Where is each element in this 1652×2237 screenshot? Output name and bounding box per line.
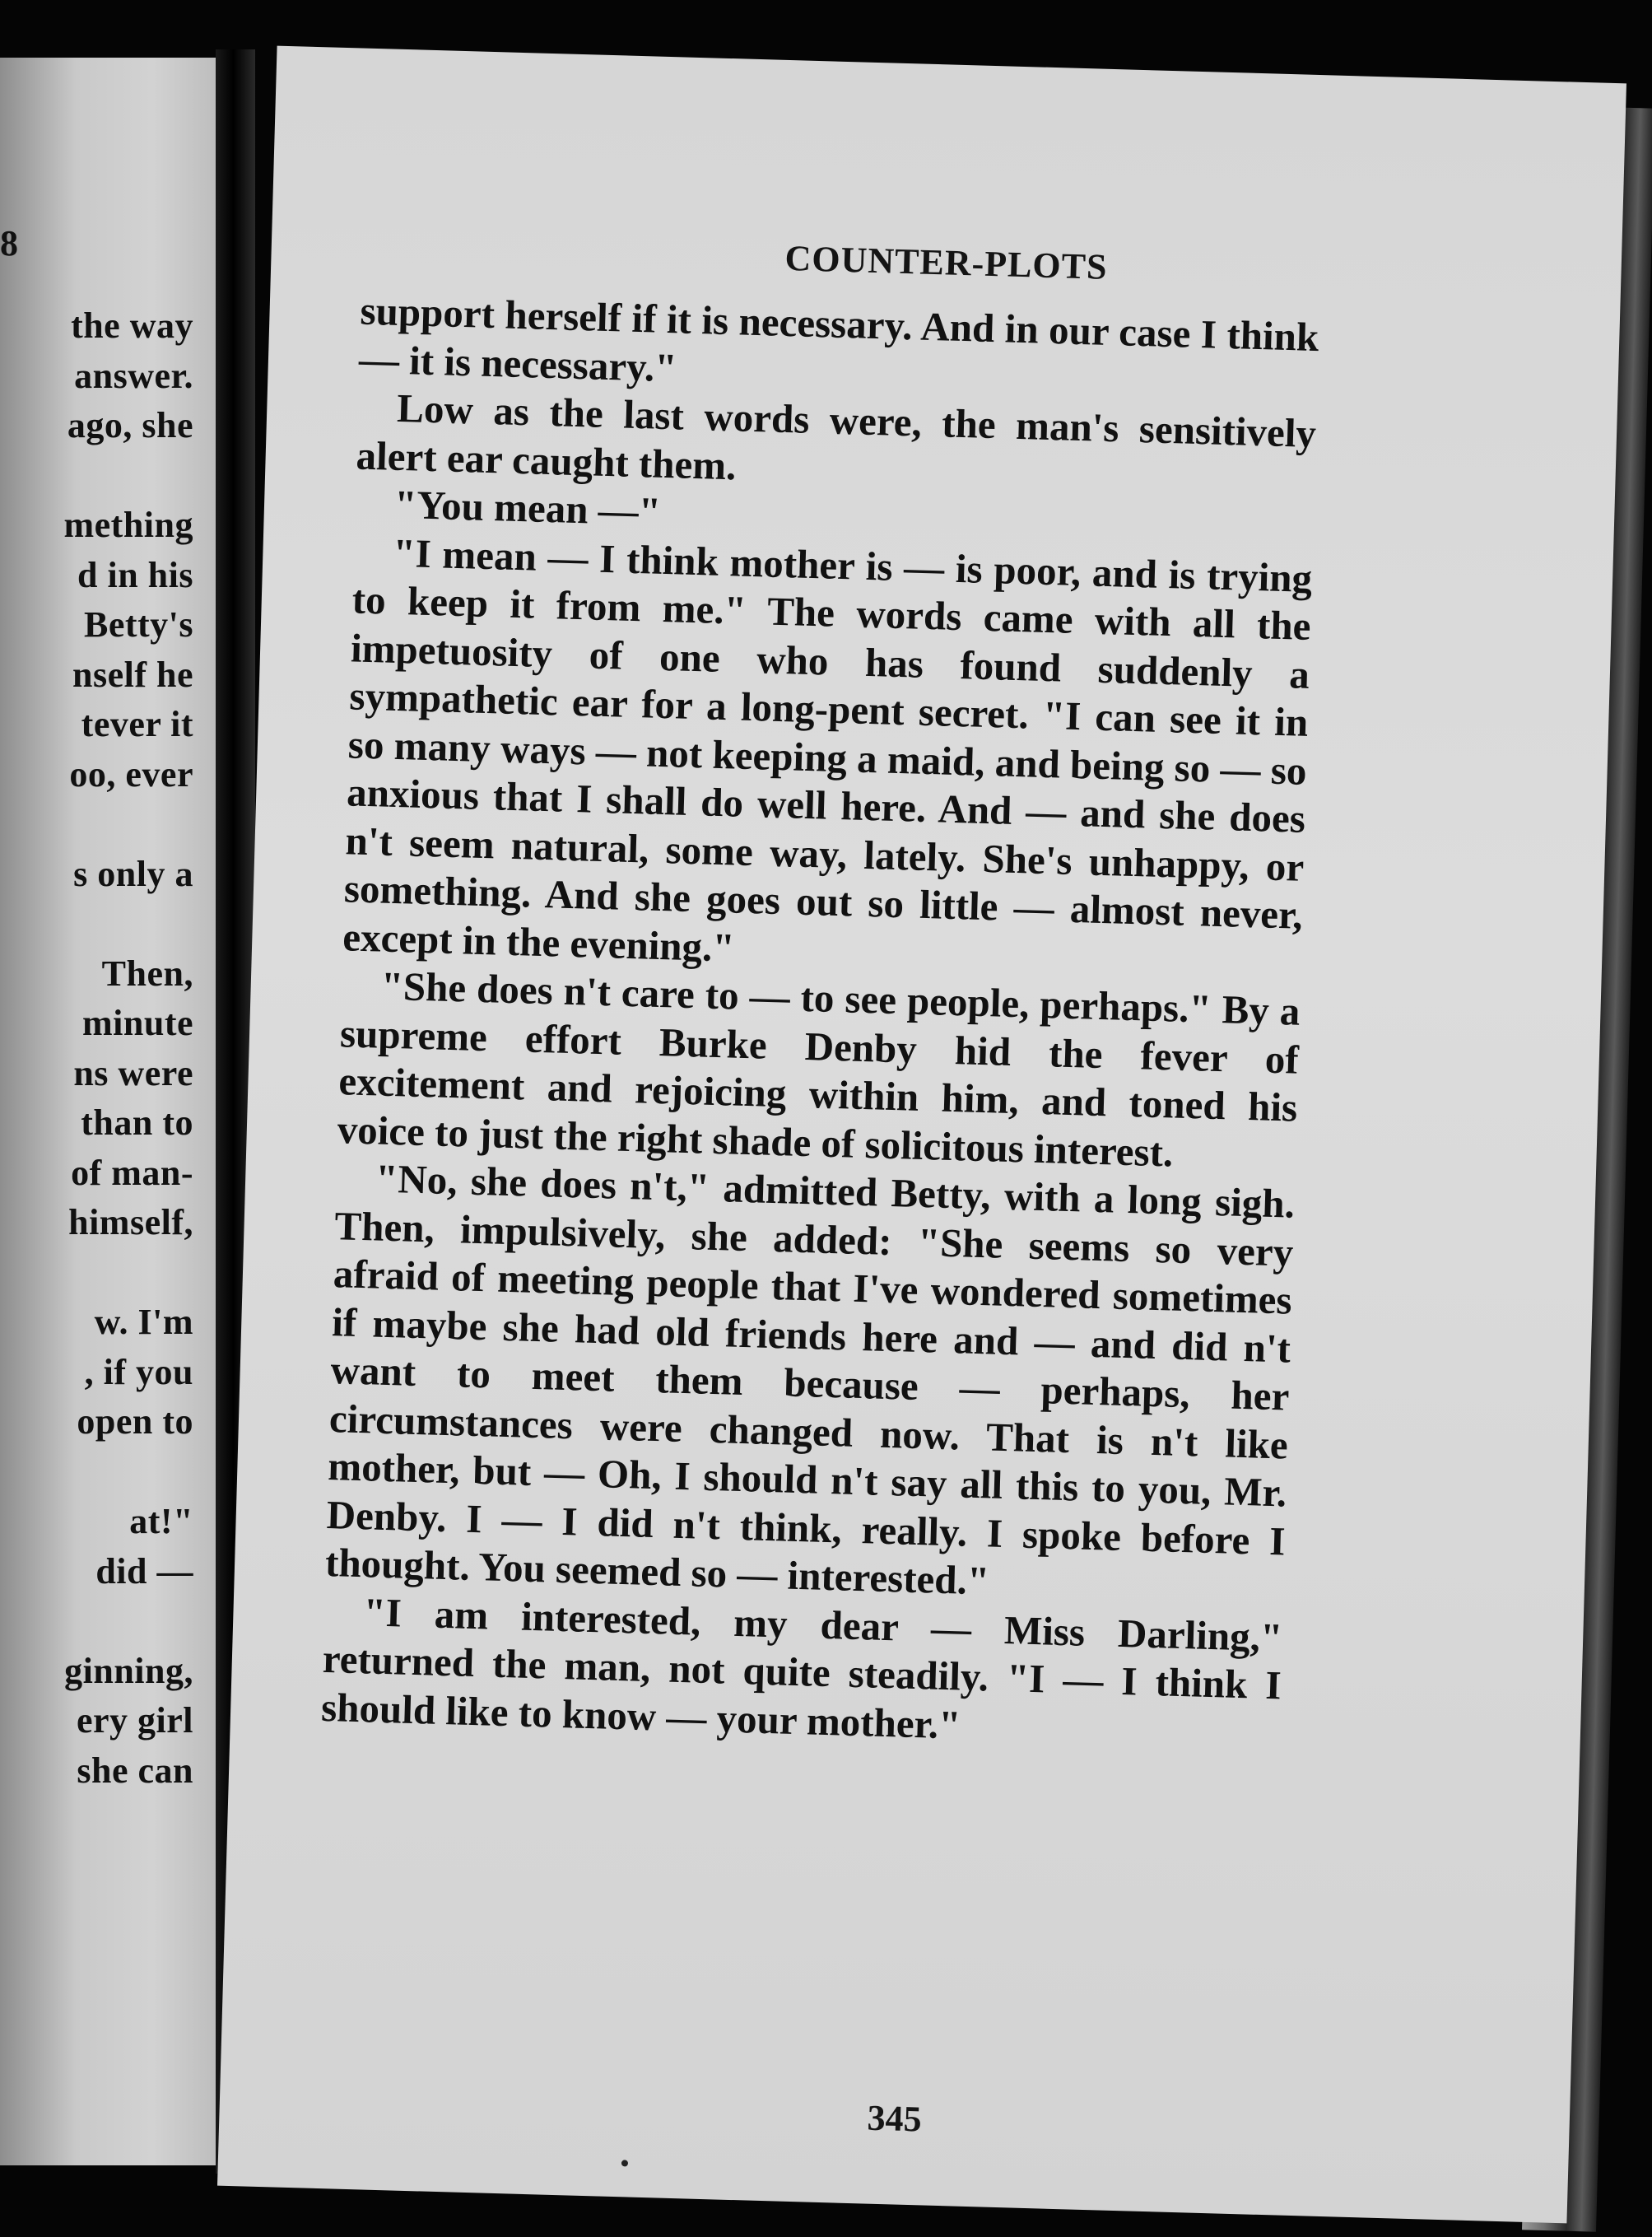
left-page-line-fragment: ago, she bbox=[67, 405, 193, 445]
paragraph: "I mean — I think mother is — is poor, and is trying to keep it from me." The words came with all the impetuosity of one who has found suddenly a sympathetic ear for a long-pent secret. "I can see it in so many ways — not keeping a maid, and being so — so anxious that I shall do well here. And — and she does n't seem natural, some way, lately. She's unhappy, or something. And she goes out so little — almost never, except in the evening." bbox=[342, 529, 1313, 971]
left-page-line-fragment: of man- bbox=[71, 1152, 193, 1193]
left-page-line-fragment: Betty's bbox=[83, 604, 193, 645]
left-page-line-fragment: minute bbox=[82, 1003, 193, 1043]
paragraph: Low as the last words were, the man's sensitively alert ear caught them. bbox=[356, 384, 1317, 488]
left-page-line-fragment: the way bbox=[71, 305, 193, 346]
left-page-line-fragment: oo, ever bbox=[69, 753, 193, 795]
paragraph: "She does n't care to — to see people, perhaps." By a supreme effort Burke Denby hid the fever of excitement and rejoicing within him, and toned his voice to just the right shade of solicitous interest. bbox=[337, 962, 1301, 1176]
body-text bbox=[320, 287, 1319, 1759]
left-page-line-fragment: ginning, bbox=[64, 1650, 193, 1691]
left-page-line-fragment: himself, bbox=[68, 1202, 193, 1242]
left-page-line-fragment: at!" bbox=[129, 1501, 193, 1541]
running-head: COUNTER-PLOTS bbox=[784, 237, 1109, 287]
print-speck bbox=[621, 2160, 628, 2166]
left-page-line-fragment: nself he bbox=[72, 654, 193, 695]
paragraph: "No, she does n't," admitted Betty, with a long sigh. Then, impulsively, she added: "She seems so very afraid of meeting people that I've wondered sometimes if maybe she had old friends here and — and did n't want to meet them because — perhaps, her circumstances were changed now. That is n't like mother, but — Oh, I should n't say all this to you, Mr. Denby. I — I did n't think, really. I spoke before I thought. You seemed so — interested." bbox=[324, 1155, 1296, 1604]
left-page-line-fragment: ery girl bbox=[76, 1700, 193, 1741]
left-page-line-fragment: answer. bbox=[74, 355, 193, 396]
left-page-line-fragment: did — bbox=[95, 1550, 193, 1592]
left-page-line-fragment: she can bbox=[77, 1750, 193, 1791]
paragraph: "I am interested, my dear — Miss Darling," returned the man, not quite steadily. "I — I think I should like to know — your mother." bbox=[320, 1588, 1283, 1748]
left-page-line-fragment: d in his bbox=[77, 554, 193, 595]
left-page-line-fragment: mething bbox=[63, 505, 193, 545]
left-page-line-fragment: Then, bbox=[101, 953, 193, 994]
left-page-line-fragment: open to bbox=[77, 1401, 193, 1442]
left-page-line-fragment: ns were bbox=[73, 1052, 193, 1093]
left-page-line-fragment: w. I'm bbox=[94, 1302, 193, 1342]
left-page-number-fragment: 8 bbox=[0, 223, 18, 263]
left-page-line-fragment: s only a bbox=[73, 853, 193, 894]
left-page-line-fragment: , if you bbox=[84, 1351, 193, 1392]
left-page-line-fragment: tever it bbox=[81, 704, 193, 744]
page-number: 345 bbox=[866, 2097, 923, 2140]
paragraph: support herself if it is necessary. And in our case I think — it is necessary." bbox=[358, 287, 1319, 390]
right-page bbox=[217, 46, 1626, 2224]
paragraph: "You mean —" bbox=[393, 481, 662, 534]
left-page-line-fragment: than to bbox=[81, 1102, 193, 1143]
left-page bbox=[0, 58, 218, 2165]
